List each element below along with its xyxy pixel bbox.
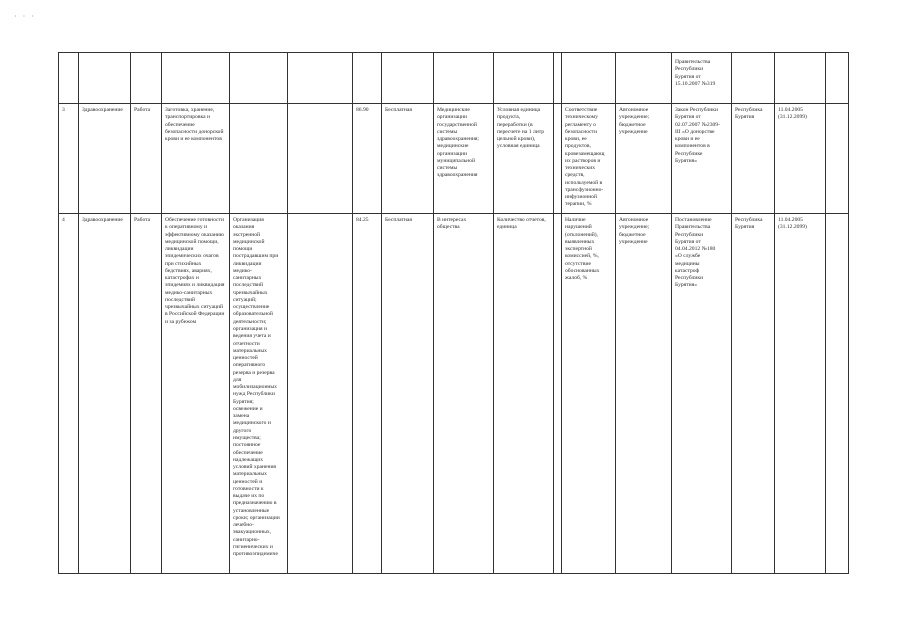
cell-okved: 84.25	[353, 214, 382, 574]
cell-type	[131, 53, 162, 104]
cell-name: Заготовка, хранение, транспортировка и обеспечение безопасности донорской крови и ее компонентов	[162, 104, 230, 214]
cell-institution-type	[616, 53, 672, 104]
cell-quality-indicator: Соответствие техническому регламенту о безопасности крови, ее продуктов, кровезамещающ их растворов и технических средств, используемой в трансфузионно- инфузионной терапии, %	[562, 104, 616, 214]
cell-consumers: Медицинские организации государственной системы здравоохранения; медицинские организации муниципальной системы здравоохранения	[434, 104, 494, 214]
cell-consumers: В интересах общества	[434, 214, 494, 574]
cell-institution-type: Автономное учреждение; бюджетное учреждение	[616, 104, 672, 214]
cell-type: Работа	[131, 214, 162, 574]
cell-sphere	[79, 53, 131, 104]
cell-extra	[288, 104, 353, 214]
cell-payment: Бесплатная	[382, 104, 434, 214]
cell-content	[230, 104, 288, 214]
cell-legal-basis: Правительства Республики Бурятия от 15.10.2007 №319	[672, 53, 732, 104]
table-row-continuation	[59, 53, 849, 104]
cell-quality-indicator: Наличие нарушений (отклонений), выявленных экспертной комиссией, %, отсутствие обоснованных жалоб, %	[562, 214, 616, 574]
cell-content: Организация оказания экстренной медицинской помощи пострадавшим при ликвидации медико- санитарных последствий чрезвычайных ситуаций; осуществление образовательной деятельности; организация и ведения учета и отчетности материальных ценностей оперативного резерва и резерва для мобилизационных нужд Республики Бурятия; освежение и замена медицинского и другого имущества; постоянное обеспечение надлежащих условий хранения материальных ценностей и готовности к выдаче их по предназначению в установленные сроки; организации лечебно- эвакуационных, санитарно- гигиенических и противоэпидемиче	[230, 214, 288, 574]
cell-sphere: Здравоохранение	[79, 104, 131, 214]
cell-volume-indicator: Количество отчетов, единица	[494, 214, 554, 574]
cell-tail	[826, 53, 849, 104]
cell-name	[162, 53, 230, 104]
cell-okved	[353, 53, 382, 104]
cell-region: Республика Бурятия	[732, 214, 775, 574]
registry-table	[58, 52, 849, 574]
cell-volume-indicator	[494, 53, 554, 104]
cell-number: 3	[59, 104, 79, 214]
table-row-4	[59, 214, 849, 574]
cell-okved: 86.90	[353, 104, 382, 214]
cell-type: Работа	[131, 104, 162, 214]
cell-region	[732, 53, 775, 104]
cell-volume-indicator: Условная единица продукта, переработки (в пересчете на 1 литр цельной крови), условная единица	[494, 104, 554, 214]
cell-tail	[826, 214, 849, 574]
cell-name: Обеспечение готовности к оперативному и эффективному оказанию медицинской помощи, ликвидации эпидемических очагов при стихийных бедствиях, авариях, катастрофах и эпидемиях и ликвидация медико-санитарных последствий чрезвычайных ситуаций в Российской Федерации и за рубежом	[162, 214, 230, 574]
cell-dates: 11.04.2005 (31.12.2099)	[775, 104, 826, 214]
cell-dates: 11.04.2005 (31.12.2099)	[775, 214, 826, 574]
cell-quality-indicator	[562, 53, 616, 104]
cell-legal-basis: Постановление Правительства Республики Бурятия от 04.04.2012 №180 «О службе медицины катастроф Республики Бурятия»	[672, 214, 732, 574]
page-corner-mark: · · ·	[14, 12, 36, 21]
cell-consumers	[434, 53, 494, 104]
cell-payment: Бесплатная	[382, 214, 434, 574]
cell-sphere: Здравоохранение	[79, 214, 131, 574]
cell-region: Республика Бурятия	[732, 104, 775, 214]
cell-number	[59, 53, 79, 104]
table-row-3	[59, 104, 849, 214]
cell-dates	[775, 53, 826, 104]
cell-narrow	[554, 53, 562, 104]
cell-narrow	[554, 104, 562, 214]
cell-number: 4	[59, 214, 79, 574]
cell-extra	[288, 214, 353, 574]
cell-legal-basis: Закон Республики Бурятия от 02.07.2007 №2309- III «О донорстве крови и ее компонентов в Республике Бурятия»	[672, 104, 732, 214]
cell-extra	[288, 53, 353, 104]
cell-tail	[826, 104, 849, 214]
cell-institution-type: Автономное учреждение; бюджетное учреждение	[616, 214, 672, 574]
registry-sheet	[58, 52, 849, 574]
cell-content	[230, 53, 288, 104]
cell-narrow	[554, 214, 562, 574]
cell-payment	[382, 53, 434, 104]
